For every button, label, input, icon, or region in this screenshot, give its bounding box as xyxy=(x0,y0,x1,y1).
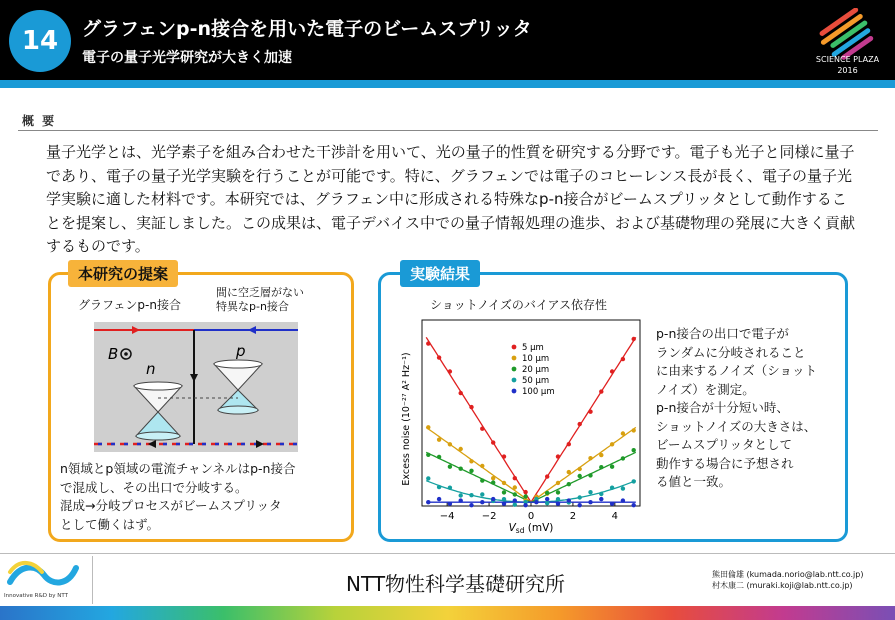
data-point xyxy=(437,497,441,501)
data-point xyxy=(491,497,495,501)
data-point xyxy=(588,500,592,504)
data-point xyxy=(513,485,517,489)
data-point xyxy=(437,485,441,489)
data-point xyxy=(588,490,592,494)
data-point xyxy=(632,337,636,341)
results-line4: ノイズ）を測定。 xyxy=(656,381,755,397)
legend-label: 5 µm xyxy=(522,343,544,353)
p-region-label: p xyxy=(236,342,246,360)
b-field-label: B xyxy=(108,345,119,363)
results-line1: p-n接合の出口で電子が xyxy=(656,326,789,341)
data-point xyxy=(632,479,636,483)
data-point xyxy=(448,465,452,469)
data-point xyxy=(556,481,560,485)
data-point xyxy=(545,474,549,478)
data-point xyxy=(621,498,625,502)
data-point xyxy=(523,490,527,494)
data-point xyxy=(610,486,614,490)
x-axis-label xyxy=(509,522,554,535)
data-point xyxy=(491,440,495,444)
data-point xyxy=(556,454,560,458)
data-point xyxy=(491,476,495,480)
data-point xyxy=(567,442,571,446)
data-point xyxy=(556,497,560,501)
graphene-sheet xyxy=(94,322,298,452)
data-point xyxy=(556,502,560,506)
proposal-tag: 本研究の提案 xyxy=(68,260,178,287)
legend-marker xyxy=(512,389,517,394)
event-year: 2016 xyxy=(837,66,858,75)
data-point xyxy=(545,501,549,505)
results-line6: ショットノイズの大きさは、 xyxy=(656,418,817,434)
ntt-logo xyxy=(6,560,80,590)
results-line9: る値と一致。 xyxy=(656,474,732,489)
data-point xyxy=(599,497,603,501)
data-point xyxy=(588,473,592,477)
results-line5: p-n接合が十分短い時、 xyxy=(656,400,789,415)
data-point xyxy=(610,442,614,446)
summary-label: 概 要 xyxy=(22,114,57,128)
x-axis-subscript: sd xyxy=(515,526,525,535)
legend-label: 100 µm xyxy=(522,387,555,397)
x-tick-label: 4 xyxy=(611,511,619,522)
contact-info xyxy=(712,569,863,591)
contact-kumada: 熊田倫雄 (kumada.norio@lab.ntt.co.jp) xyxy=(712,570,864,579)
data-point xyxy=(448,369,452,373)
data-point xyxy=(578,422,582,426)
data-point xyxy=(426,425,430,429)
results-tag: 実験結果 xyxy=(400,260,480,287)
organization-name: NTT物性科学基礎研究所 xyxy=(346,572,566,596)
data-point xyxy=(632,428,636,432)
data-point xyxy=(513,492,517,496)
data-point xyxy=(513,503,517,507)
data-point xyxy=(437,355,441,359)
data-point xyxy=(513,476,517,480)
data-point xyxy=(621,486,625,490)
data-point xyxy=(588,410,592,414)
summary-text: 量子光学とは、光学素子を組み合わせた干渉計を用いて、光の量子的性質を研究する分野です。電子も光子と同様に量子であり、電子の量子光学実験を行うことが可能です。特に、グラフェンでは電子のコヒーレンス長が長く、電子の量子光学実験に適した材料です。本研究では、グラフェン中に形成される特殊なp-n接合がビームスプリッタとして動作することを提案し、実証しました。この成果は、電子デバイス中での量子情報処理の進歩、および基礎物理の発展に大きく貢献するものです。 xyxy=(46,143,855,255)
header-accent-line xyxy=(0,80,895,88)
data-point xyxy=(610,369,614,373)
data-point xyxy=(578,467,582,471)
data-point xyxy=(632,448,636,452)
data-point xyxy=(469,503,473,507)
data-point xyxy=(469,459,473,463)
data-point xyxy=(448,502,452,506)
proposal-line2: で混成し、その出口で分岐する。 xyxy=(60,479,248,495)
data-point xyxy=(459,447,463,451)
legend-label: 10 µm xyxy=(522,354,550,364)
data-point xyxy=(621,456,625,460)
data-point xyxy=(556,490,560,494)
data-point xyxy=(480,478,484,482)
legend-label: 20 µm xyxy=(522,365,550,375)
data-point xyxy=(599,465,603,469)
data-point xyxy=(567,498,571,502)
data-point xyxy=(459,493,463,497)
data-point xyxy=(480,464,484,468)
data-point xyxy=(610,502,614,506)
poster-subtitle: 電子の量子光学研究が大きく加速 xyxy=(82,50,292,66)
x-tick-label: −4 xyxy=(439,511,455,522)
proposal-line1: n領域とp領域の電流チャンネルはp-n接合 xyxy=(60,461,296,476)
ntt-tagline: Innovative R&D by NTT xyxy=(4,593,68,599)
event-name: SCIENCE PLAZA xyxy=(815,55,880,64)
legend-marker xyxy=(512,356,517,361)
data-point xyxy=(426,341,430,345)
legend-marker xyxy=(512,378,517,383)
legend-label: 50 µm xyxy=(522,376,550,386)
data-point xyxy=(567,470,571,474)
results-description xyxy=(656,325,841,492)
data-point xyxy=(459,391,463,395)
data-point xyxy=(545,491,549,495)
results-line2: ランダムに分岐されること xyxy=(656,344,806,360)
data-point xyxy=(448,486,452,490)
data-point xyxy=(578,503,582,507)
data-point xyxy=(502,497,506,501)
data-point xyxy=(578,474,582,478)
special-pn-label xyxy=(216,286,304,314)
data-point xyxy=(534,500,538,504)
data-point xyxy=(621,357,625,361)
proposal-description xyxy=(60,460,348,534)
data-point xyxy=(545,497,549,501)
summary-divider xyxy=(18,130,878,131)
footer-divider xyxy=(0,553,895,554)
x-tick-label: −2 xyxy=(481,511,497,522)
shot-noise-chart xyxy=(388,312,648,537)
data-point xyxy=(491,480,495,484)
special-pn-line2: 特異なp-n接合 xyxy=(216,300,289,313)
data-point xyxy=(523,503,527,507)
data-point xyxy=(480,500,484,504)
proposal-line4: として働くはず。 xyxy=(60,516,160,532)
poster-title: グラフェンp-n接合を用いた電子のビームスプリッタ xyxy=(82,18,532,40)
results-line3: に由来するノイズ（ショット xyxy=(656,363,818,378)
x-axis-unit: (mV) xyxy=(524,522,554,534)
legend-marker xyxy=(512,345,517,350)
x-axis-symbol: V xyxy=(508,522,516,534)
data-point xyxy=(469,405,473,409)
data-point xyxy=(480,492,484,496)
data-point xyxy=(578,495,582,499)
footer-separator xyxy=(92,556,93,604)
graphene-pn-label: グラフェンp-n接合 xyxy=(78,298,181,312)
data-point xyxy=(426,453,430,457)
data-point xyxy=(459,498,463,502)
data-point xyxy=(448,442,452,446)
data-point xyxy=(599,389,603,393)
x-tick-label: 0 xyxy=(527,511,535,522)
footer-rainbow-band xyxy=(0,606,895,620)
data-point xyxy=(469,493,473,497)
data-point xyxy=(513,498,517,502)
science-plaza-text xyxy=(800,54,895,76)
data-point xyxy=(632,503,636,507)
legend-marker xyxy=(512,367,517,372)
n-region-label: n xyxy=(146,360,156,378)
y-axis-label: Excess noise (10⁻²⁷ A² Hz⁻¹) xyxy=(401,352,412,486)
data-point xyxy=(426,476,430,480)
data-point xyxy=(610,465,614,469)
data-point xyxy=(469,469,473,473)
data-point xyxy=(480,427,484,431)
data-point xyxy=(523,494,527,498)
data-point xyxy=(502,490,506,494)
proposal-line3: 混成→分岐プロセスがビームスプリッタ xyxy=(60,498,282,513)
data-point xyxy=(437,455,441,459)
data-point xyxy=(567,482,571,486)
data-point xyxy=(459,467,463,471)
data-point xyxy=(588,456,592,460)
data-point xyxy=(621,431,625,435)
results-line7: ビームスプリッタとして xyxy=(656,437,793,452)
special-pn-line1: 間に空乏層がない xyxy=(216,286,304,299)
data-point xyxy=(502,454,506,458)
poster-number-badge: 14 xyxy=(9,10,71,72)
data-point xyxy=(426,500,430,504)
chart-title: ショットノイズのバイアス依存性 xyxy=(430,298,608,312)
data-point xyxy=(599,492,603,496)
data-point xyxy=(599,453,603,457)
data-point xyxy=(502,502,506,506)
results-line8: 動作する場合に予想され xyxy=(656,455,794,471)
contact-muraki: 村木康二 (muraki.koji@lab.ntt.co.jp) xyxy=(712,581,853,590)
pn-junction-diagram xyxy=(94,322,298,452)
data-point xyxy=(502,481,506,485)
x-tick-label: 2 xyxy=(569,511,577,522)
data-point xyxy=(437,438,441,442)
